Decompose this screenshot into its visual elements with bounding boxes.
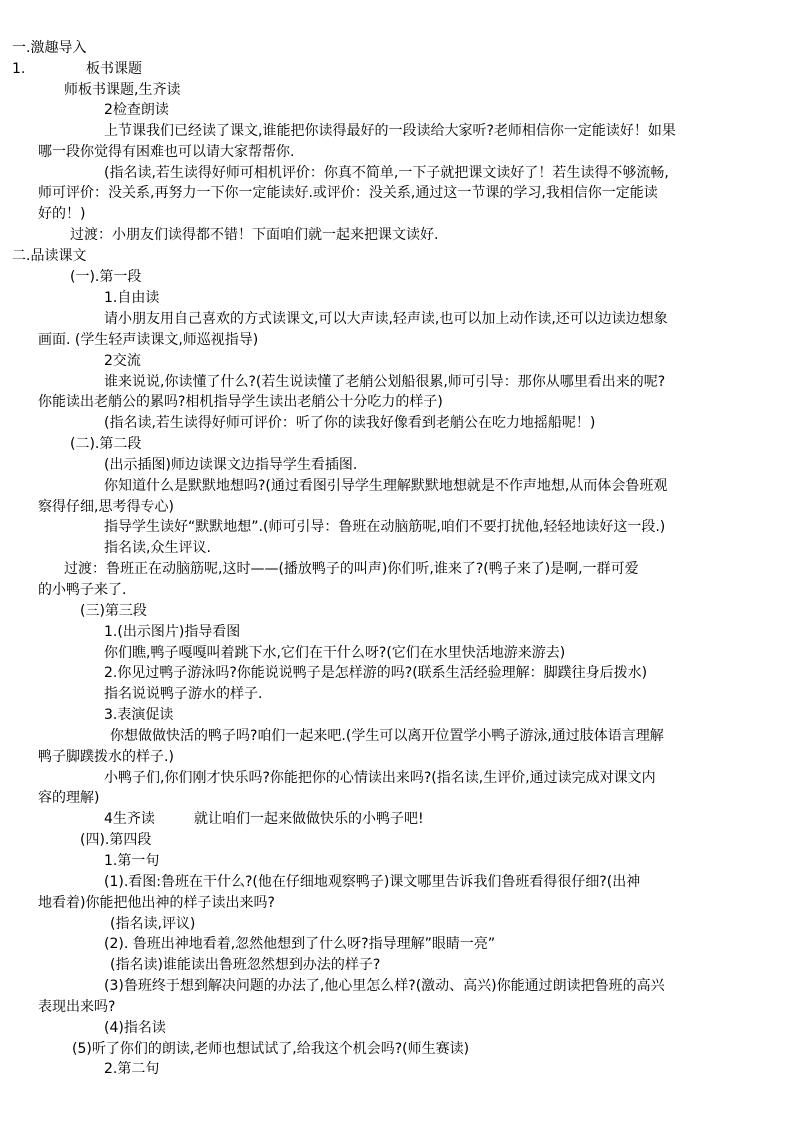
subheading: 2交流: [104, 353, 141, 369]
text-line: 鸭子脚蹼拨水的样子.): [38, 749, 174, 765]
subheading: 2.第二句: [104, 1061, 160, 1077]
text-line: 你想做做快活的鸭子吗?咱们一起来吧.(学生可以离开位置学小鸭子游泳,通过肢体语言理解: [110, 728, 664, 744]
text-line: 你们瞧,鸭子嘎嘎叫着跳下水,它们在干什么呀?(它们在水里快活地游来游去): [104, 645, 566, 661]
text-line: (4)指名读: [104, 1020, 166, 1036]
text-line: 小鸭子们,你们刚才快乐吗?你能把你的心情读出来吗?(指名读,生评价,通过读完成对课文内: [104, 770, 656, 786]
text-line: (3)鲁班终于想到解决问题的办法了,他心里怎么样?(激动、高兴)你能通过朗读把鲁班的高兴: [104, 978, 665, 994]
heading-2: 二.品读课文: [12, 248, 87, 264]
text-line: 师可评价：没关系,再努力一下你一定能读好.或评价：没关系,通过这一节课的学习,我相信你一定能读: [38, 185, 658, 201]
text-line: (指名读,若生读得好师可评价：听了你的读我好像看到老艄公在吃力地摇船呢！): [104, 415, 596, 431]
text-line: 地看着)你能把他出神的样子读出来吗?: [38, 895, 275, 911]
text-line: 师板书课题,生齐读: [64, 82, 181, 98]
text-line: 过渡：鲁班正在动脑筋呢,这时——(播放鸭子的叫声)你们听,谁来了?(鸭子来了)是啊,一群可爱: [64, 561, 639, 577]
text-line: (指名读)谁能读出鲁班忽然想到办法的样子?: [110, 957, 381, 973]
text-line: 指名说说鸭子游水的样子.: [104, 686, 263, 702]
text-line: 过渡：小朋友们读得都不错！下面咱们就一起来把课文读好.: [70, 227, 439, 243]
section-heading: (三)第三段: [80, 603, 147, 619]
heading-1: 一.激趣导入: [12, 40, 87, 56]
subheading: 1.第一句: [104, 853, 160, 869]
text-line: 画面. (学生轻声读课文,师巡视指导): [38, 332, 259, 348]
text-line: (指名读,若生读得好师可相机评价：你真不简单,一下子就把课文读好了！若生读得不够流畅,: [104, 165, 669, 181]
text-line: 请小朋友用自己喜欢的方式读课文,可以大声读,轻声读,也可以加上动作读,还可以边读边想象: [104, 311, 668, 327]
text-line: 表现出来吗?: [38, 999, 116, 1015]
section-heading: (一).第一段: [70, 269, 142, 285]
text-line: 你能读出老艄公的累吗?相机指导学生读出老艄公十分吃力的样子): [38, 394, 443, 410]
section-heading: (四).第四段: [80, 832, 152, 848]
text-line: (1).看图:鲁班在干什么?(他在仔细地观察鸭子)课文哪里告诉我们鲁班看得很仔细?(出神: [104, 874, 641, 890]
subheading: 4生齐读: [104, 811, 155, 827]
text-line: (指名读,评议): [110, 916, 196, 932]
subheading: 1.(出示图片)指导看图: [104, 624, 241, 640]
text-line: (5)听了你们的朗读,老师也想试试了,给我这个机会吗?(师生赛读): [72, 1041, 470, 1057]
text-line: 的小鸭子来了.: [38, 582, 127, 598]
section-heading: (二).第二段: [70, 436, 142, 452]
subheading: 3.表演促读: [104, 707, 174, 723]
text-line: 谁来说说,你读懂了什么?(若生说读懂了老艄公划船很累,师可引导：那你从哪里看出来的呢?: [104, 374, 666, 390]
text-line: 你知道什么是默默地想吗?(通过看图引导学生理解默默地想就是不作声地想,从而体会鲁班观: [104, 478, 668, 494]
text-line: 就让咱们一起来做做快乐的小鸭子吧!: [194, 811, 424, 827]
text-line: 上节课我们已经读了课文,谁能把你读得最好的一段读给大家听?老师相信你一定能读好！如果: [104, 123, 676, 139]
text-line: (2). 鲁班出神地看着,忽然他想到了什么呀?指导理解”眼睛一亮”: [104, 936, 496, 952]
text-line: 察得仔细,思考得专心): [38, 499, 174, 515]
text-line: 容的理解): [38, 790, 100, 806]
text-line: 哪一段你觉得有困难也可以请大家帮帮你.: [38, 144, 295, 160]
text-line: 指导学生读好“默默地想”.(师可引导：鲁班在动脑筋呢,咱们不要打扰他,轻轻地读好这一段.): [104, 519, 666, 535]
text-line: 2.你见过鸭子游泳吗?你能说说鸭子是怎样游的吗?(联系生活经验理解：脚蹼往身后拨水): [104, 665, 648, 681]
subheading: 板书课题: [86, 61, 142, 77]
text-line: 指名读,众生评议.: [104, 540, 211, 556]
text-line: (出示插图)师边读课文边指导学生看插图.: [104, 457, 358, 473]
list-number: 1.: [12, 61, 26, 77]
text-line: 好的！): [38, 206, 86, 222]
subheading: 1.自由读: [104, 290, 160, 306]
subheading: 2检查朗读: [104, 102, 169, 118]
